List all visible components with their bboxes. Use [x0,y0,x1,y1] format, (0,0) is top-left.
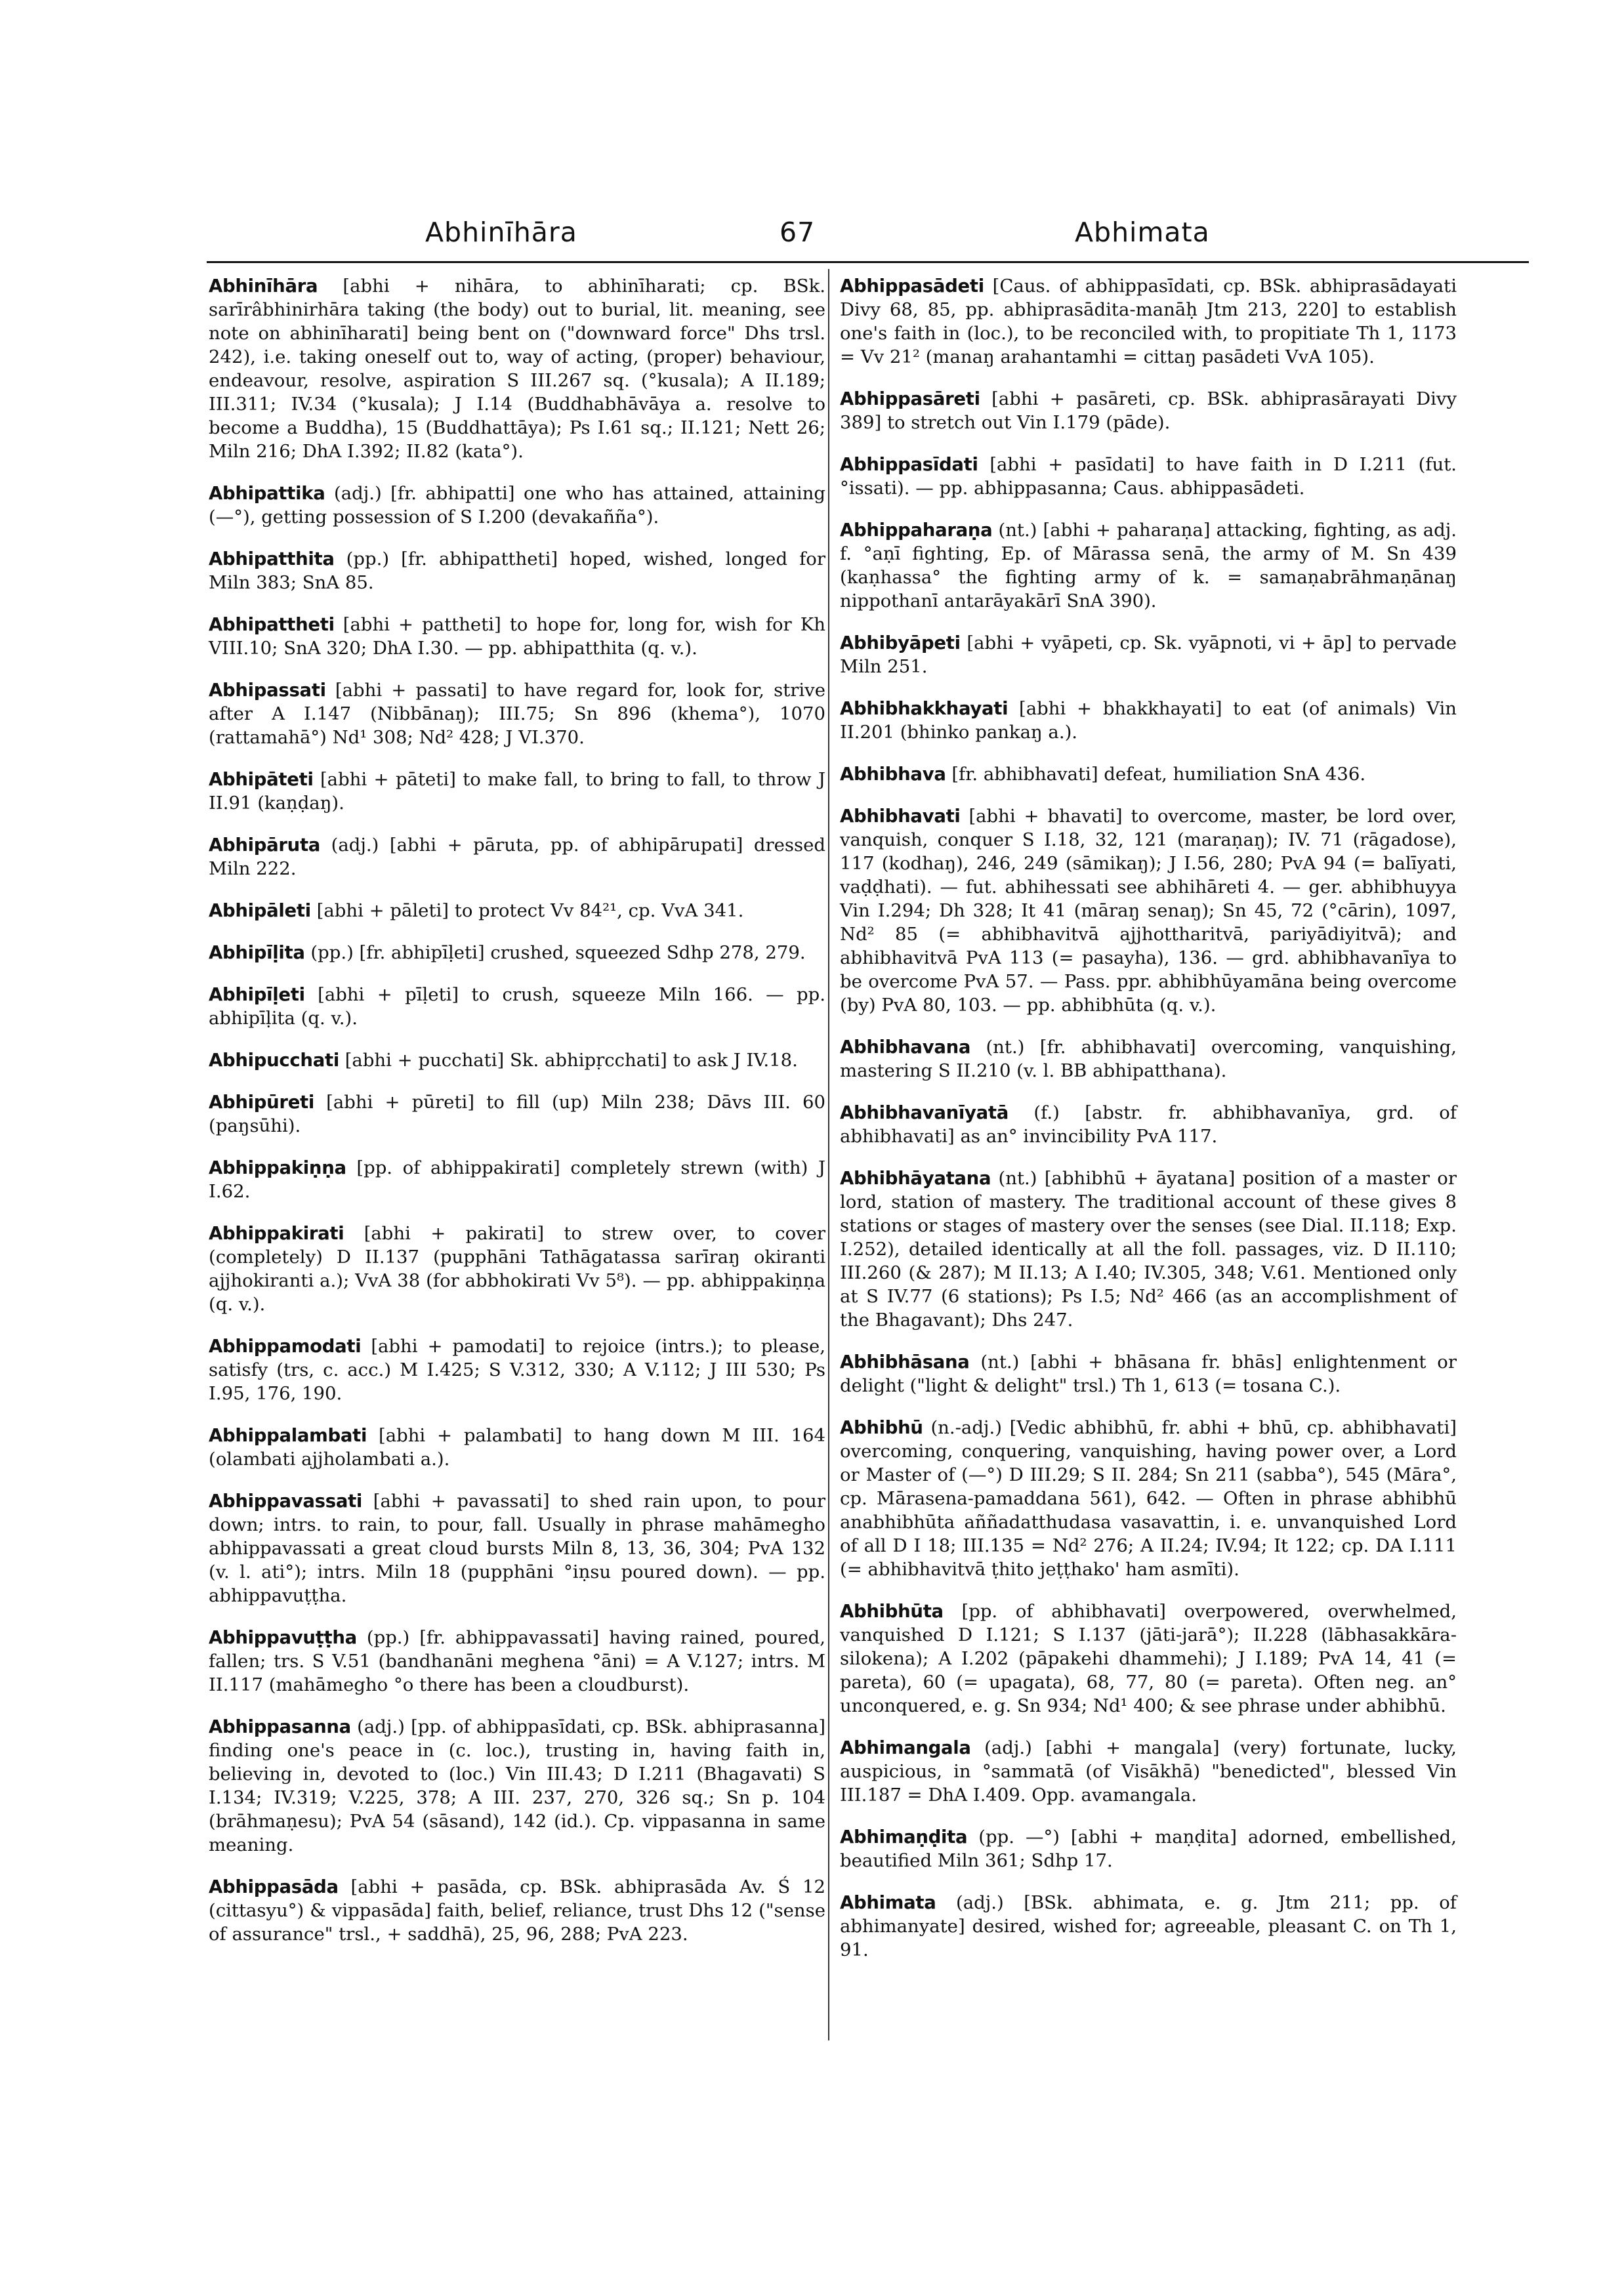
dictionary-entry [840,1035,1457,1083]
entry-headword: Abhimaṇḍita [840,1827,968,1848]
entry-text: [abhi + nihāra, to abhinīharati; cp. BSk. sarīrâbhinirhāra taking (the body) out to burial, lit. meaning, see note on abhinīharati] being bent on ("downward force" Dhs trsl. 242), i.e. taking oneself out to, way of acting, (proper) behaviour, endeavour, resolve, aspiration S III.267 sq. (°kusala); A II.189; III.311; IV.34 (°kusala); J I.14 (Buddhabhāvāya a. resolve to become a Buddha), 15 (Buddhattāya); Ps I.61 sq.; II.121; Nett 26; Miln 216; DhA I.392; II.82 (kata°). [209,276,825,462]
entry-headword: Abhipattheti [209,614,335,635]
dictionary-entry [840,762,1457,786]
entry-text: (n.-adj.) [Vedic abhibhū, fr. abhi + bhū, cp. abhibhavati] overcoming, conquering, vanquishing, having power over, a Lord or Master of (—°) D III.29; S II. 284; Sn 211 (sabba°), 545 (Māra°, cp. Mārasena-pamaddana 561), 642. — Often in phrase abhibhū anabhibhūta aññadatthudasa vasavattin, i. e. unvanquished Lord of all D I 18; III.135 = Nd² 276; A II.24; IV.94; It 122; cp. DA I.111 (= abhibhavitvā ṭhito jeṭṭhako' ham asmīti). [840,1417,1457,1580]
entry-headword: Abhibhava [840,764,946,785]
entry-headword: Abhippakiṇṇa [209,1157,346,1178]
entry-headword: Abhipāruta [209,835,321,856]
dictionary-entry [209,613,825,660]
entry-text: [abhi + bhakkhayati] to eat (of animals) Vin II.201 (bhinko pankaŋ a.). [840,698,1457,743]
dictionary-entry [209,1489,825,1607]
entry-headword: Abhippasāreti [840,388,980,409]
dictionary-entry [209,1424,825,1471]
dictionary-entry [840,1101,1457,1148]
dictionary-entry [209,1875,825,1946]
dictionary-entry [840,804,1457,1017]
entry-headword: Abhippaharaṇa [840,520,993,541]
entry-text: [fr. abhibhavati] defeat, humiliation SnA 436. [951,764,1366,785]
header-rule [207,261,1529,263]
entry-text: [abhi + pakirati] to strew over, to cover (completely) D II.137 (pupphāni Tathāgatassa sarīraŋ okiranti ajjhokiranti a.); VvA 38 (for abbhokirati Vv 5⁸). — pp. abhippakiṇṇa (q. v.). [209,1223,825,1315]
entry-text: (pp.) [fr. abhipattheti] hoped, wished, longed for Miln 383; SnA 85. [209,548,825,593]
entry-headword: Abhibhavana [840,1037,971,1058]
dictionary-entry [840,1167,1457,1332]
dictionary-entry [209,482,825,529]
entry-text: [abhi + pāteti] to make fall, to bring to fall, to throw J II.91 (kaṇḍaŋ). [209,769,825,814]
entry-text: (pp. —°) [abhi + maṇḍita] adorned, embellished, beautified Miln 361; Sdhp 17. [840,1827,1457,1871]
entry-headword: Abhippasanna [209,1716,351,1737]
entry-text: (pp.) [fr. abhipīḷeti] crushed, squeezed Sdhp 278, 279. [310,942,806,963]
entry-headword: Abhippalambati [209,1425,367,1446]
entry-headword: Abhipassati [209,680,326,701]
dictionary-entry [209,678,825,749]
entry-text: [abhi + pīḷeti] to crush, squeeze Miln 166. — pp. abhipīḷita (q. v.). [209,984,825,1029]
dictionary-entry [840,1416,1457,1581]
entry-headword: Abhibhāyatana [840,1168,991,1189]
dictionary-entry [209,1222,825,1316]
entry-headword: Abhipattika [209,483,325,504]
entry-headword: Abhipīḷeti [209,984,305,1005]
dictionary-entry [209,768,825,815]
entry-text: [abhi + pavassati] to shed rain upon, to pour down; intrs. to rain, to pour, fall. Usually in phrase mahāmegho abhippavassati a great cloud bursts Miln 8, 13, 36, 304; PvA 132 (v. l. ati°); intrs. Miln 18 (pupphāni °iṇsu poured down). — pp. abhippavuṭṭha. [209,1491,826,1606]
entry-text: [Caus. of abhippasīdati, cp. BSk. abhiprasādayati Divy 68, 85, pp. abhiprasādita-manāḥ Jtm 213, 220] to establish one's faith in (loc.), to be reconciled with, to propitiate Th 1, 1173 = Vv 21² (manaŋ arahantamhi = cittaŋ pasādeti VvA 105). [840,276,1457,367]
dictionary-entry [209,1715,825,1857]
dictionary-entry [209,899,825,922]
entry-headword: Abhippavassati [209,1491,363,1512]
dictionary-entry [840,518,1457,613]
dictionary-entry [840,631,1457,678]
page-number: 67 [780,217,816,248]
entry-text: (adj.) [fr. abhipatti] one who has attained, attaining (—°), getting possession of S I.200 (devakañña°). [209,483,825,527]
entry-headword: Abhippakirati [209,1223,344,1244]
dictionary-entry [209,941,825,964]
dictionary-entry [840,1350,1457,1397]
entry-text: (adj.) [pp. of abhippasīdati, cp. BSk. abhiprasanna] finding one's peace in (c. loc.), trusting in, having faith in, believing in, devoted to (loc.) Vin III.43; D I.211 (Bhagavati) S I.134; IV.319; V.225, 378; A III. 237, 270, 326 sq.; Sn p. 104 (brāhmaṇesu); PvA 54 (sāsand), 142 (id.). Cp. vippasanna in same meaning. [209,1716,825,1855]
dictionary-entry [209,1626,825,1697]
entry-text: [abhi + pamodati] to rejoice (intrs.); to please, satisfy (trs, c. acc.) M I.425; S V.312, 330; A V.112; J III 530; Ps I.95, 176, 190. [209,1336,825,1404]
entry-text: (nt.) [fr. abhibhavati] overcoming, vanquishing, mastering S II.210 (v. l. BB abhipatthana). [840,1037,1457,1081]
entry-headword: Abhibhakkhayati [840,698,1009,719]
entry-headword: Abhibyāpeti [840,632,961,653]
entry-headword: Abhipāteti [209,769,314,790]
entry-headword: Abhipūreti [209,1092,315,1113]
entry-headword: Abhibhāsana [840,1352,970,1373]
dictionary-entry [209,1048,825,1072]
dictionary-entry [209,1090,825,1138]
dictionary-entry [840,1891,1457,1962]
entry-text: (adj.) [abhi + mangala] (very) fortunate, lucky, auspicious, in °sammatā (of Visākhā) "benedicted", blessed Vin III.187 = DhA I.409. Opp. avamangala. [840,1737,1457,1806]
entry-headword: Abhipatthita [209,548,335,569]
right-column [840,274,1457,1980]
dictionary-entry [840,274,1457,369]
entry-text: [pp. of abhippakirati] completely strewn (with) J I.62. [209,1157,825,1202]
entry-text: (nt.) [abhi + paharaṇa] attacking, fighting, as adj. f. °aṇī fighting, Ep. of Mārassa senā, the army of M. Sn 439 (kaṇhassa° the fighting army of k. = samaṇabrāhmaṇānaŋ nippothanī antarāyakārī SnA 390). [840,520,1457,611]
entry-headword: Abhippasāda [209,1876,339,1897]
entry-headword: Abhibhavati [840,806,961,827]
entry-text: [abhi + vyāpeti, cp. Sk. vyāpnoti, vi + āp] to pervade Miln 251. [840,632,1457,677]
entry-text: [pp. of abhibhavati] overpowered, overwhelmed, vanquished D I.121; S I.137 (jāti-jarā°); II.228 (lābhasakkāra-silokena); A I.202 (pāpakehi dhammehi); J I.189; PvA 14, 41 (= pareta), 60 (= upagata), 68, 77, 80 (= pareta). Often neg. an° unconquered, e. g. Sn 934; Nd¹ 400; & see phrase under abhibhū. [840,1601,1457,1716]
dictionary-entry [840,1600,1457,1718]
running-head-right: Abhimata [1075,217,1210,248]
dictionary-entry [209,1156,825,1203]
dictionary-entry [840,697,1457,744]
entry-text: (f.) [abstr. fr. abhibhavanīya, grd. of abhibhavati] as an° invincibility PvA 117. [840,1102,1457,1147]
entry-text: [abhi + pattheti] to hope for, long for, wish for Kh VIII.10; SnA 320; DhA I.30. — pp. abhipatthita (q. v.). [209,614,825,659]
entry-text: (nt.) [abhibhū + āyatana] position of a master or lord, station of mastery. The traditional account of these gives 8 stations or stages of mastery over the senses (see Dial. II.118; Exp. I.252), detailed identically at all the foll. passages, viz. D II.110; III.260 (& 287); M II.13; A I.40; IV.305, 348; V.61. Mentioned only at S IV.77 (6 stations); Ps I.5; Nd² 466 (as an accomplishment of the Bhagavant); Dhs 247. [840,1168,1457,1331]
entry-text: [abhi + passati] to have regard for, look for, strive after A I.147 (Nibbānaŋ); III.75; Sn 896 (khema°), 1070 (rattamahā°) Nd¹ 308; Nd² 428; J VI.370. [209,680,825,748]
dictionary-entry [840,453,1457,500]
entry-headword: Abhippavuṭṭha [209,1627,357,1648]
entry-headword: Abhippasīdati [840,454,978,475]
dictionary-entry [840,1736,1457,1807]
dictionary-entry [840,387,1457,434]
dictionary-entry [209,983,825,1030]
entry-headword: Abhipīḷita [209,942,305,963]
entry-text: (adj.) [BSk. abhimata, e. g. Jtm 211; pp. of abhimanyate] desired, wished for; agreeable, pleasant C. on Th 1, 91. [840,1892,1457,1960]
entry-text: [abhi + pasāreti, cp. BSk. abhiprasārayati Divy 389] to stretch out Vin I.179 (pāde). [840,388,1457,433]
entry-text: (nt.) [abhi + bhāsana fr. bhās] enlightenment or delight ("light & delight" trsl.) Th 1, 613 (= tosana C.). [840,1352,1457,1396]
entry-headword: Abhippamodati [209,1336,362,1357]
entry-headword: Abhipucchati [209,1050,339,1071]
entry-headword: Abhibhavanīyatā [840,1102,1009,1123]
dictionary-entry [209,1334,825,1405]
entry-text: [abhi + pasāda, cp. BSk. abhiprasāda Av. Ś 12 (cittasyu°) & vippasāda] faith, belief, reliance, trust Dhs 12 ("sense of assurance" trsl., + saddhā), 25, 96, 288; PvA 223. [209,1876,825,1945]
dictionary-entry [209,547,825,594]
entry-text: [abhi + pūreti] to fill (up) Miln 238; Dāvs III. 60 (paŋsūhi). [209,1092,825,1136]
entry-headword: Abhipāleti [209,900,311,921]
left-column [209,274,825,1964]
entry-text: (adj.) [abhi + pāruta, pp. of abhipārupati] dressed Miln 222. [209,835,826,879]
dictionary-entry [209,833,825,880]
entry-text: [abhi + palambati] to hang down M III. 164 (olambati ajjholambati a.). [209,1425,825,1470]
entry-headword: Abhimata [840,1892,936,1913]
running-head-left: Abhinīhāra [425,217,577,248]
entry-headword: Abhippasādeti [840,276,984,297]
entry-text: [abhi + pucchati] Sk. abhipṛcchati] to ask J IV.18. [344,1050,798,1071]
entry-headword: Abhibhū [840,1417,923,1438]
entry-text: [abhi + bhavati] to overcome, master, be lord over, vanquish, conquer S I.18, 32, 121 (maraṇaŋ); IV. 71 (rāgadose), 117 (kodhaŋ), 246, 249 (sāmikaŋ); J I.56, 280; PvA 94 (= balīyati, vaḍḍhati). — fut. abhihessati see abhihāreti 4. — ger. abhibhuyya Vin I.294; Dh 328; It 41 (māraŋ senaŋ); Sn 45, 72 (°cārin), 1097, Nd² 85 (= abhibhavitvā ajjhottharitvā, pariyādiyitvā); and abhibhavitvā PvA 113 (= pasayha), 136. — grd. abhibhavanīya to be overcome PvA 57. — Pass. ppr. abhibhūyamāna being overcome (by) PvA 80, 103. — pp. abhibhūta (q. v.). [840,806,1457,1016]
column-divider [828,269,829,2040]
entry-text: [abhi + pasīdati] to have faith in D I.211 (fut. °issati). — pp. abhippasanna; Caus. abhippasādeti. [840,454,1457,499]
entry-headword: Abhibhūta [840,1601,944,1622]
dictionary-entry [209,274,825,463]
entry-headword: Abhinīhāra [209,276,318,297]
entry-text: [abhi + pāleti] to protect Vv 84²¹, cp. VvA 341. [316,900,744,921]
entry-text: (pp.) [fr. abhippavassati] having rained, poured, fallen; trs. S V.51 (bandhanāni meghena °āni) = A V.127; intrs. M II.117 (mahāmegho °o there has been a cloudburst). [209,1627,825,1695]
entry-headword: Abhimangala [840,1737,971,1758]
dictionary-entry [840,1825,1457,1872]
